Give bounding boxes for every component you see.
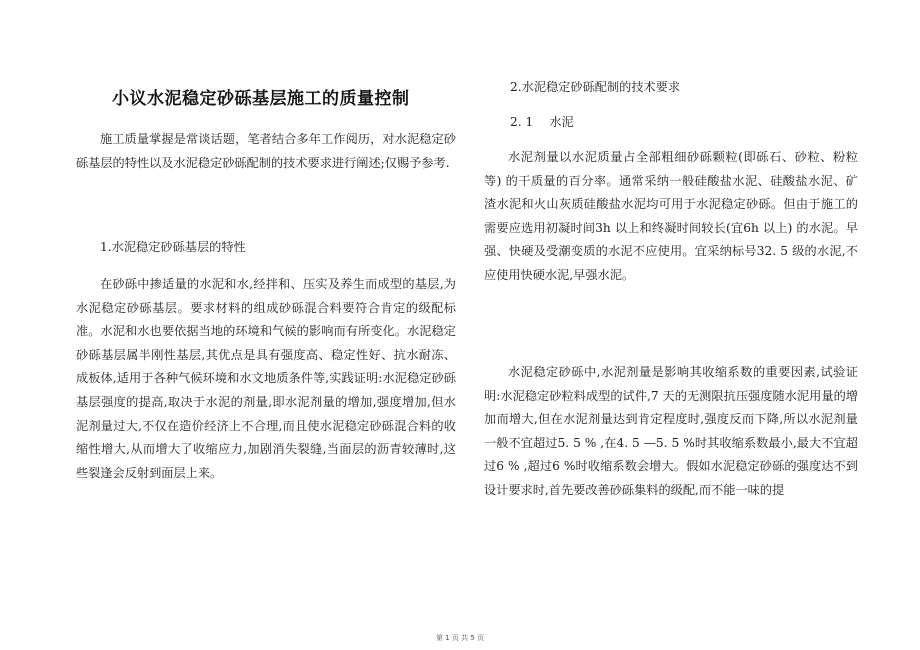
section-2-heading: 2.水泥稳定砂砾配制的技术要求 xyxy=(510,80,681,94)
document-title: 小议水泥稳定砂砾基层施工的质量控制 xyxy=(112,89,410,109)
page-footer: 第 1 页 共 5 页 xyxy=(435,634,485,642)
section-2-1-heading: 2. 1 水泥 xyxy=(510,115,574,129)
section-1-heading: 1.水泥稳定砂砾基层的特性 xyxy=(100,240,246,254)
cement-paragraph-2: 水泥稳定砂砾中,水泥剂量是影响其收缩系数的重要因素,试验证明:水泥稳定砂粒料成型的试件,7 天的无测限抗压强度随水泥用量的增加而增大,但在水泥剂量达到肯定程度时,强度反而下降,所以水泥剂量一般不宜超过5. 5 % ,在4. 5 —5. 5 %时其收缩系数最小,最大不宜超过6 % ,超过6 %时收缩系数会增大。假如水泥稳定砂砾的强度达不到设计要求时,首先要改善砂砾集料的级配,而不能一味的提 xyxy=(484,365,858,497)
section-1-body: 在砂砾中掺适量的水泥和水,经拌和、压实及养生而成型的基层,为水泥稳定砂砾基层。要求材料的组成砂砾混合料要符合肯定的级配标准。水泥和水也要依据当地的环境和气候的影响而有所变化。水泥稳定砂砾基层属半刚性基层,其优点是具有强度高、稳定性好、抗水耐冻、成板体,适用于各种气候环境和水文地质条件等,实践证明:水泥稳定砂砾基层强度的提高,取决于水泥的剂量,即水泥剂量的增加,强度增加,但水泥剂量过大,不仅在造价经济上不合理,而且使水泥稳定砂砾混合料的收缩性增大,从而增大了收缩应力,加剧消失裂缝,当面层的沥青较薄时,这些裂逢会反射到面层上来。 xyxy=(76,277,456,480)
cement-paragraph-1: 水泥剂量以水泥质量占全部粗细砂砾颗粒(即砾石、砂粒、粉粒等) 的干质量的百分率。通常采纳一般硅酸盐水泥、硅酸盐水泥、矿渣水泥和火山灰质硅酸盐水泥均可用于水泥稳定砂砾。但由于施工的需要应选用初凝时间3h 以上和终凝时间较长(宜6h 以上) 的水泥。早强、快硬及受潮变质的水泥不应使用。宜采纳标号32. 5 级的水泥,不应使用快硬水泥,早强水泥。 xyxy=(484,150,858,282)
intro-paragraph: 施工质量掌握是常谈话题，笔者结合多年工作阅历，对水泥稳定砂砾基层的特性以及水泥稳定砂砾配制的技术要求进行阐述;仅赐予参考. xyxy=(76,132,456,170)
